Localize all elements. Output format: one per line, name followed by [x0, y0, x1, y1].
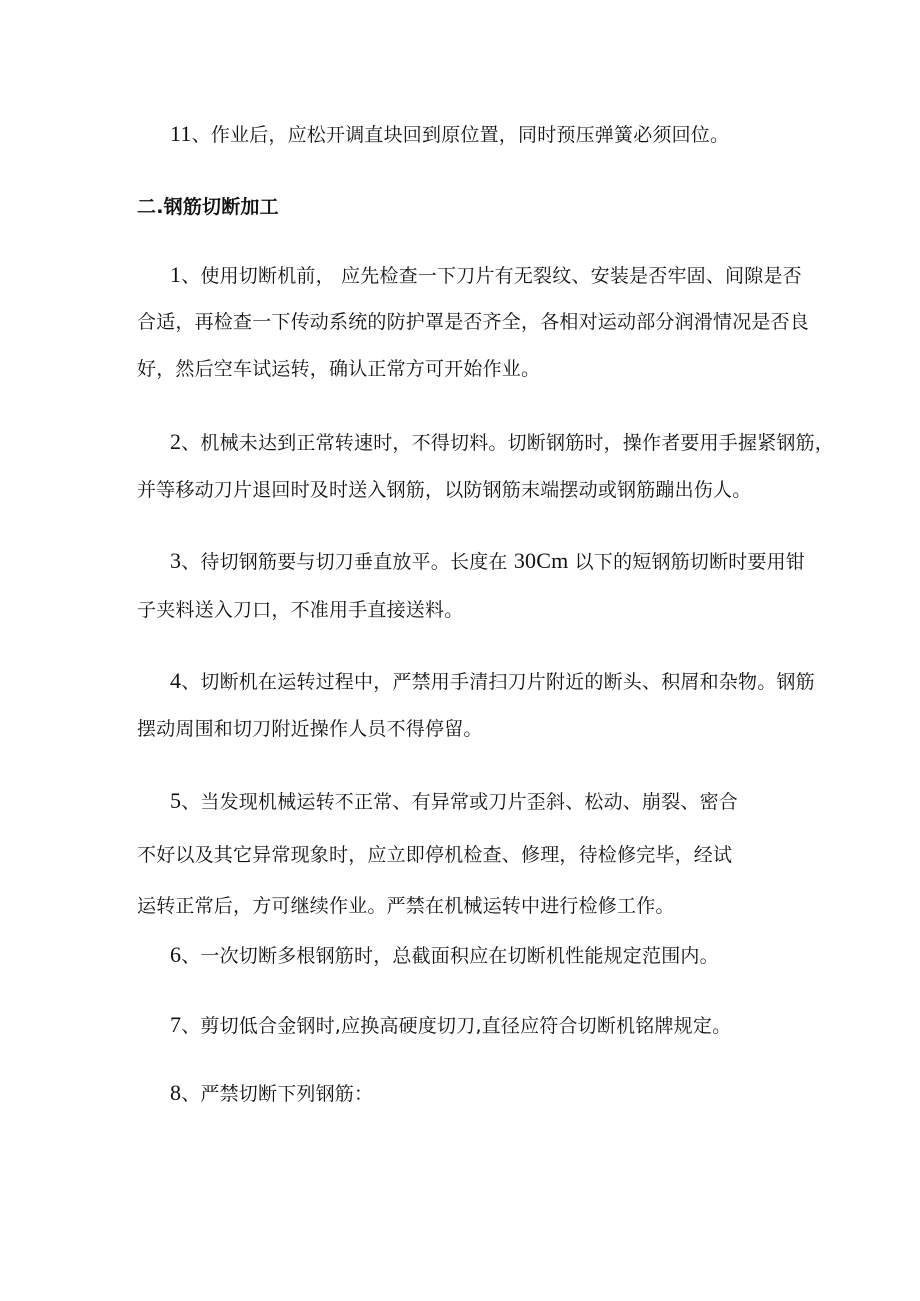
item-number: 7: [170, 1012, 182, 1037]
paragraph-item-8: [170, 1080, 373, 1107]
section-heading: 二.钢筋切断加工: [137, 196, 279, 218]
item-text: 、使用切断机前， 应先检查一下刀片有无裂纹、安装是否牢固、间隙是否: [181, 265, 802, 287]
item-text: 、切断机在运转过程中，严禁用手清扫刀片附近的断头、积屑和杂物。钢筋: [181, 671, 815, 693]
paragraph-item-1-line-1: [170, 262, 802, 289]
paragraph-item-2-line-1: [170, 429, 834, 456]
paragraph-item-5-line-2: 不好以及其它异常现象时，应立即停机检查、修理，待检修完毕，经试: [137, 844, 733, 866]
paragraph-item-4-line-2: 摆动周围和切刀附近操作人员不得停留。: [137, 718, 483, 740]
paragraph-item-3-line-1: [170, 548, 805, 575]
paragraph-item-7: [170, 1012, 731, 1039]
item-number: 6: [170, 942, 182, 967]
item-text: 、当发现机械运转不正常、有异常或刀片歪斜、松动、崩裂、密合: [181, 791, 739, 813]
item-number: 3: [170, 548, 182, 573]
item-number: 1: [170, 262, 182, 287]
length-value: 30Cm: [513, 548, 569, 573]
item-number: 11: [170, 121, 192, 146]
item-text: 、严禁切断下列钢筋：: [181, 1083, 374, 1105]
item-number: 4: [170, 668, 182, 693]
item-number: 2: [170, 429, 182, 454]
paragraph-item-2-line-2: 并等移动刀片退回时及时送入钢筋，以防钢筋末端摆动或钢筋蹦出伤人。: [137, 479, 752, 501]
item-text: 、待切钢筋要与切刀垂直放平。长度在: [181, 551, 514, 573]
paragraph-item-6: [170, 942, 719, 969]
item-text: 、机械未达到正常转速时，不得切料。切断钢筋时，操作者要用手握紧钢筋，: [181, 432, 835, 454]
paragraph-item-11: [170, 121, 729, 148]
item-number: 8: [170, 1080, 182, 1105]
paragraph-item-3-line-2: 子夹料送入刀口，不准用手直接送料。: [137, 599, 464, 621]
item-text: 、作业后，应松开调直块回到原位置，同时预压弹簧必须回位。: [191, 124, 730, 146]
item-text: 、剪切低合金钢时,应换高硬度切刀,直径应符合切断机铭牌规定。: [181, 1015, 732, 1037]
paragraph-item-1-line-2: 合适，再检查一下传动系统的防护罩是否齐全，各相对运动部分润滑情况是否良: [137, 311, 810, 333]
item-number: 5: [170, 788, 182, 813]
item-text: 、一次切断多根钢筋时，总截面积应在切断机性能规定范围内。: [181, 945, 719, 967]
paragraph-item-4-line-1: [170, 668, 815, 695]
paragraph-item-5-line-1: [170, 788, 738, 815]
paragraph-item-1-line-3: 好，然后空车试运转，确认正常方可开始作业。: [137, 358, 541, 380]
paragraph-item-5-line-3: 运转正常后，方可继续作业。严禁在机械运转中进行检修工作。: [137, 895, 675, 917]
item-text: 以下的短钢筋切断时要用钳: [568, 551, 806, 573]
